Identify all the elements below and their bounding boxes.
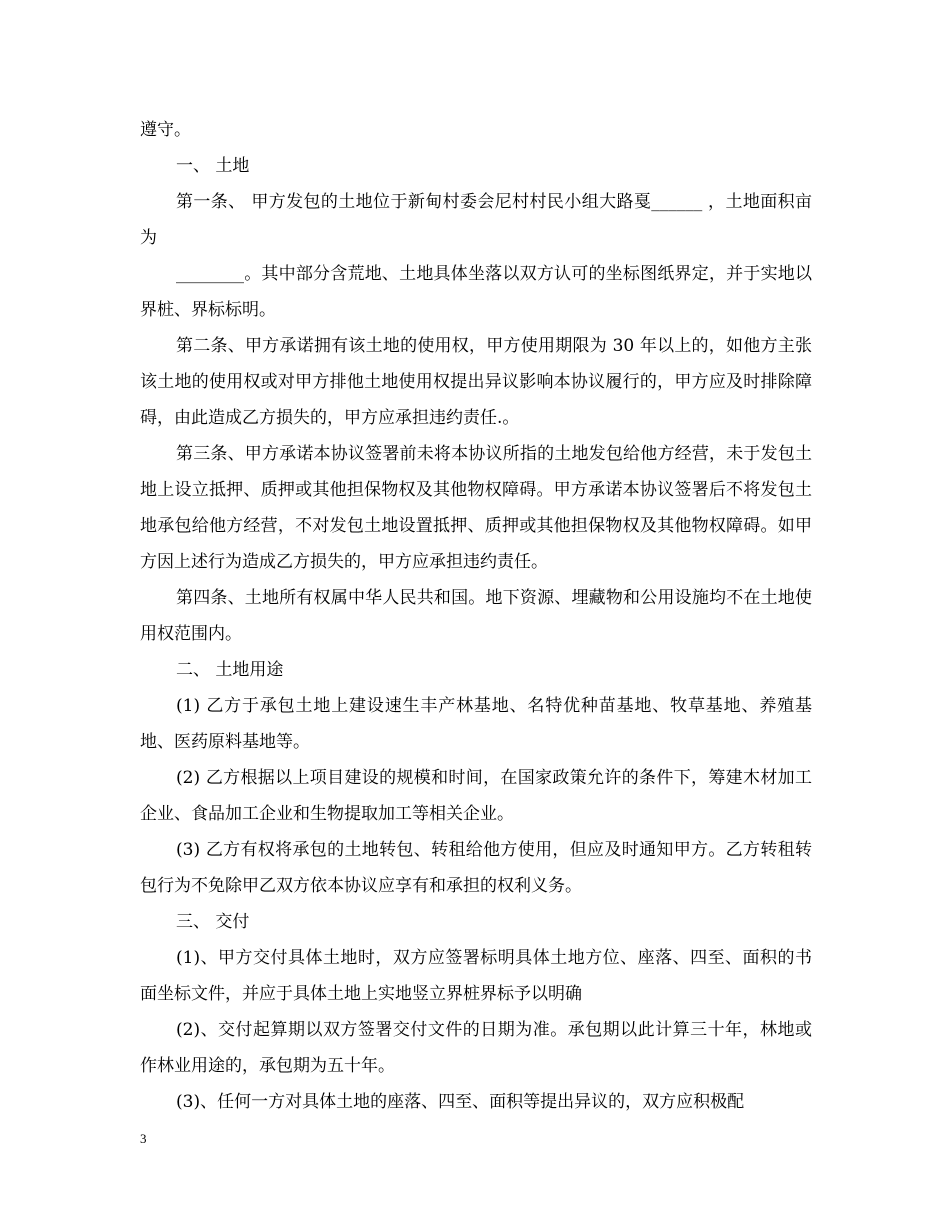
- article-1-paragraph: 第一条、 甲方发包的土地位于新甸村委会尼村村民小组大路戛______ ，土地面积亩为: [140, 192, 812, 248]
- delivery-item-1: (1)、甲方交付具体土地时，双方应签署标明具体土地方位、座落、四至、面积的书面坐标文件，并应于具体土地上实地竖立界桩界标予以明确: [140, 948, 812, 1004]
- document-body: [140, 112, 812, 1120]
- delivery-item-2: (2)、交付起算期以双方签署交付文件的日期为准。承包期以此计算三十年，林地或作林业用途的，承包期为五十年。: [140, 1020, 812, 1076]
- article-2-paragraph: 第二条、甲方承诺拥有该土地的使用权，甲方使用期限为 30 年以上的，如他方主张该土地的使用权或对甲方排他土地使用权提出异议影响本协议履行的，甲方应及时排除障碍，由此造成乙方损失的，甲方应承担违约责任.。: [140, 336, 812, 428]
- land-use-item-1: (1) 乙方于承包土地上建设速生丰产林基地、名特优种苗基地、牧草基地、养殖基地、医药原料基地等。: [140, 696, 812, 752]
- land-use-item-2: (2) 乙方根据以上项目建设的规模和时间，在国家政策允许的条件下，筹建木材加工企业、食品加工企业和生物提取加工等相关企业。: [140, 768, 812, 824]
- article-4-paragraph: 第四条、土地所有权属中华人民共和国。地下资源、埋藏物和公用设施均不在土地使用权范围内。: [140, 588, 812, 644]
- section-heading-delivery: 三、 交付: [176, 912, 250, 932]
- paragraph-continuation: 遵守。: [140, 120, 191, 140]
- land-use-item-3: (3) 乙方有权将承包的土地转包、转租给他方使用，但应及时通知甲方。乙方转租转包行为不免除甲乙双方依本协议应享有和承担的权利义务。: [140, 840, 812, 896]
- section-heading-land: 一、 土地: [176, 156, 250, 176]
- delivery-item-3: (3)、任何一方对具体土地的座落、四至、面积等提出异议的，双方应积极配: [176, 1092, 745, 1112]
- section-heading-land-use: 二、 土地用途: [176, 660, 284, 680]
- page-number: 3: [140, 1131, 147, 1146]
- article-3-paragraph: 第三条、甲方承诺本协议签署前未将本协议所指的土地发包给他方经营，未于发包土地上设立抵押、质押或其他担保物权及其他物权障碍。甲方承诺本协议签署后不将发包土地承包给他方经营，不对发包土地设置抵押、质押或其他担保物权及其他物权障碍。如甲方因上述行为造成乙方损失的，甲方应承担违约责任。: [140, 444, 812, 572]
- article-1-area-paragraph: ________。其中部分含荒地、土地具体坐落以双方认可的坐标图纸界定，并于实地以界桩、界标标明。: [140, 264, 812, 320]
